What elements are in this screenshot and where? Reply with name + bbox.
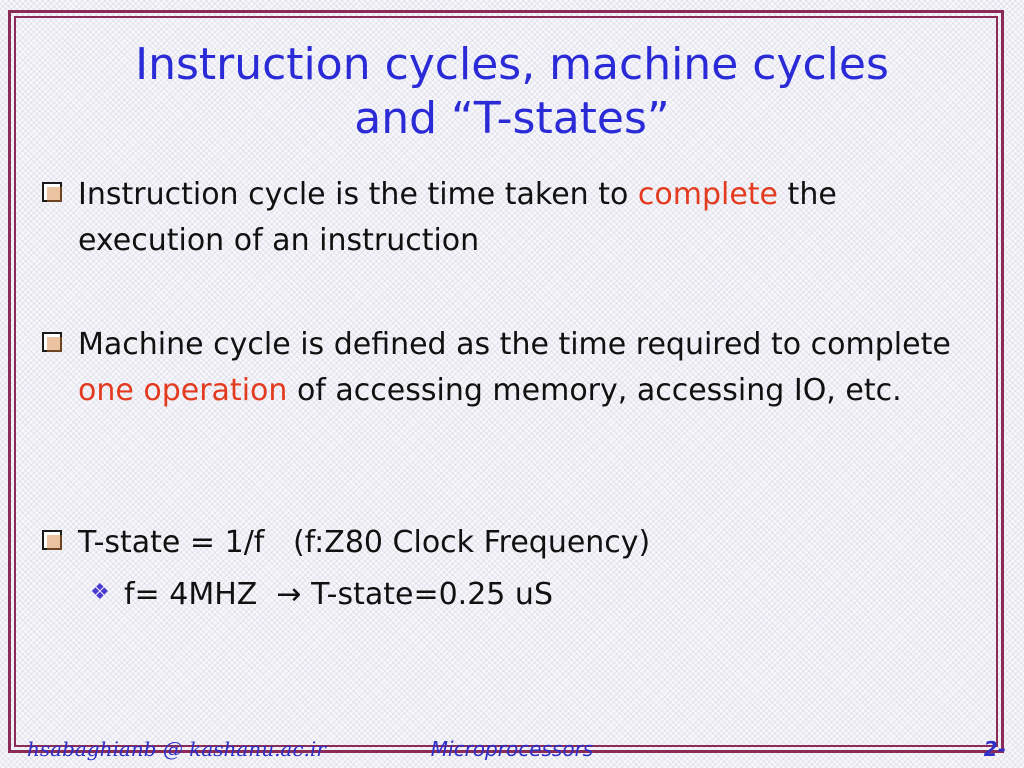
footer-author: hsabaghianb @ kashanu.ac.ir (27, 737, 326, 761)
sub-bullet-frequency (90, 572, 970, 618)
square-bullet-icon (42, 332, 62, 352)
square-bullet-icon (42, 530, 62, 550)
bullet-t-state (40, 520, 975, 566)
highlight-text: one operation (78, 373, 288, 408)
arrow-icon: → (276, 577, 302, 612)
bullet-text: Instruction cycle is the time taken to complete the execution of an instruction (78, 177, 837, 258)
footer-course: Microprocessors (430, 737, 594, 761)
square-bullet-icon (42, 182, 62, 202)
slide-title (40, 38, 984, 146)
bullet-text: T-state = 1/f (f:Z80 Clock Frequency) (78, 525, 651, 560)
footer-page-number: 2- (983, 737, 1006, 761)
highlight-text: complete (637, 177, 779, 212)
bullet-machine-cycle (40, 322, 975, 414)
sub-bullet-text: f= 4MHZ → T-state=0.25 uS (124, 577, 553, 612)
bullet-text: Machine cycle is defined as the time required to complete one operation of accessing memory, accessing IO, etc. (78, 327, 951, 408)
title-line-2: and “T-states” (354, 93, 670, 144)
title-line-1: Instruction cycles, machine cycles (135, 39, 889, 90)
bullet-instruction-cycle (40, 172, 975, 264)
diamond-bullet-icon: ❖ (90, 580, 110, 605)
